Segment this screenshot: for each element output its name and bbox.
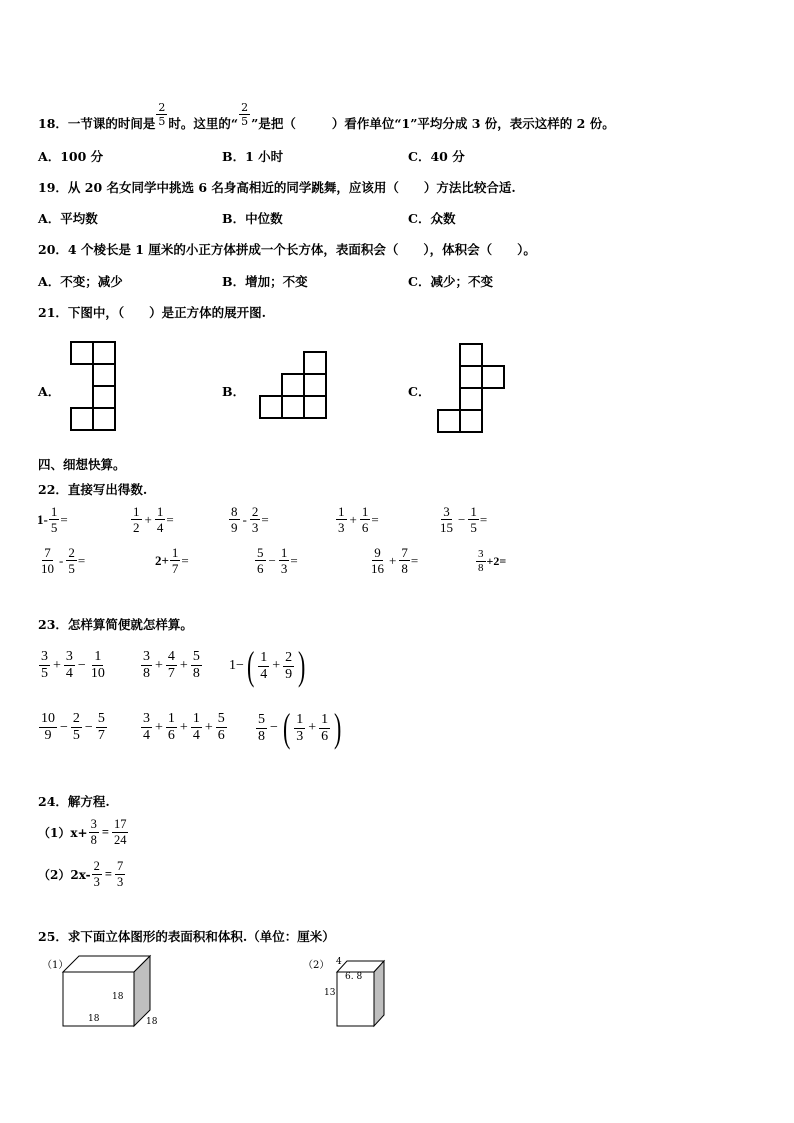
- q21-option-a[interactable]: A．: [38, 384, 61, 399]
- fig2-dim-width: 4: [336, 957, 342, 967]
- cuboid-figure: [336, 960, 386, 1028]
- q18-fraction: $\frac{2}{5}$: [158, 101, 166, 128]
- q24-text: 24．解方程.: [38, 794, 110, 809]
- q22-expr-1: 1- $\frac{1}{5}$ =: [37, 504, 68, 535]
- q22-expr-7: 2+ $\frac{1}{7}$ =: [155, 545, 189, 576]
- cube-net-b: [259, 351, 327, 421]
- q22-expr-8: $\frac{5}{6}$ − $\frac{1}{3}$ =: [257, 545, 298, 576]
- q19-option-a[interactable]: A．平均数: [38, 211, 98, 226]
- fig2-dim-height: 13: [324, 988, 336, 998]
- q18-option-c[interactable]: C．40 分: [408, 149, 465, 164]
- left-paren: (: [246, 643, 255, 688]
- fig1-dim-height: 18: [112, 992, 124, 1002]
- q23-expr-3: 1− ( $\frac{1}{4}$ + $\frac{2}{9}$ ): [229, 643, 306, 688]
- q19-option-c[interactable]: C．众数: [408, 211, 456, 226]
- q18-option-b[interactable]: B．1 小时: [222, 149, 284, 164]
- q20-option-c[interactable]: C．减少；不变: [408, 274, 493, 289]
- q23-expr-2: $\frac{3}{8}$ + $\frac{4}{7}$ + $\frac{5}{8}$: [143, 649, 200, 681]
- q20-text: 20．4 个棱长是 1 厘米的小正方体拼成一个长方体，表面积会（ ），体积会（ ）。: [38, 242, 536, 257]
- q18-line: 18．一节课的时间是 $\frac{2}{5}$ 时。这里的“ $\frac{2}{5}$ ”是把（ ）看作单位“1”平均分成 3 份，表示这样的 2 份。: [38, 101, 615, 131]
- right-paren: ): [334, 705, 342, 750]
- fig1-dim-width: 18: [146, 1017, 158, 1027]
- q18-option-a[interactable]: A．100 分: [38, 149, 104, 164]
- q22-expr-6: $\frac{7}{10}$ - $\frac{2}{5}$ =: [41, 545, 86, 576]
- q21-text: 21．下图中，（ ）是正方体的展开图.: [38, 305, 266, 320]
- fig1-label: （1）: [42, 960, 69, 971]
- q21-option-c[interactable]: C．: [408, 384, 431, 399]
- q19-text: 19．从 20 名女同学中挑选 6 名身高相近的同学跳舞，应该用（ ）方法比较合适.: [38, 180, 516, 195]
- q23-expr-5: $\frac{3}{4}$ + $\frac{1}{6}$ + $\frac{1}{4}$ + $\frac{5}{6}$: [143, 711, 225, 743]
- q23-expr-6: $\frac{5}{8}$ − ( $\frac{1}{3}$ + $\frac{1}{6}$ ): [258, 705, 342, 750]
- q22-expr-10: $\frac{3}{8}$ +2=: [478, 548, 507, 574]
- section-4-heading: 四、细想快算。: [38, 457, 126, 472]
- right-paren: ): [298, 643, 306, 688]
- cube-net-a: [70, 341, 116, 433]
- cube-net-c: [437, 343, 505, 435]
- q23-expr-4: $\frac{10}{9}$ − $\frac{2}{5}$ − $\frac{5}{7}$: [41, 711, 105, 743]
- q23-text: 23．怎样算简便就怎样算。: [38, 617, 193, 632]
- q23-expr-1: $\frac{3}{5}$ + $\frac{3}{4}$ − $\frac{1}{10}$: [41, 649, 105, 681]
- q18-fraction-quoted: $\frac{2}{5}$: [241, 101, 249, 128]
- q25-text: 25．求下面立体图形的表面积和体积.（单位：厘米）: [38, 929, 335, 944]
- q19-option-b[interactable]: B．中位数: [222, 211, 283, 226]
- q20-option-b[interactable]: B．增加；不变: [222, 274, 308, 289]
- fig1-dim-length: 18: [88, 1014, 100, 1024]
- fig2-label: （2）: [303, 960, 330, 971]
- fig2-dim-length: 6. 8: [345, 972, 363, 982]
- q22-expr-9: $\frac{9}{16}$ + $\frac{7}{8}$ =: [371, 545, 419, 576]
- q22-expr-3: $\frac{8}{9}$ - $\frac{2}{3}$ =: [231, 504, 269, 535]
- q24-equation-1: （1）x+ $\frac{3}{8}$ = $\frac{17}{24}$: [38, 817, 127, 847]
- q22-expr-4: $\frac{1}{3}$ + $\frac{1}{6}$ =: [338, 504, 379, 535]
- q24-equation-2: （2）2x- $\frac{2}{3}$ = $\frac{7}{3}$: [38, 859, 124, 889]
- q22-expr-2: $\frac{1}{2}$ + $\frac{1}{4}$ =: [133, 504, 174, 535]
- q22-expr-5: $\frac{3}{15}$ − $\frac{1}{5}$ =: [440, 504, 488, 535]
- q21-option-b[interactable]: B．: [222, 384, 246, 399]
- q22-text: 22．直接写出得数.: [38, 482, 148, 497]
- left-paren: (: [282, 705, 291, 750]
- q20-option-a[interactable]: A．不变；减少: [38, 274, 123, 289]
